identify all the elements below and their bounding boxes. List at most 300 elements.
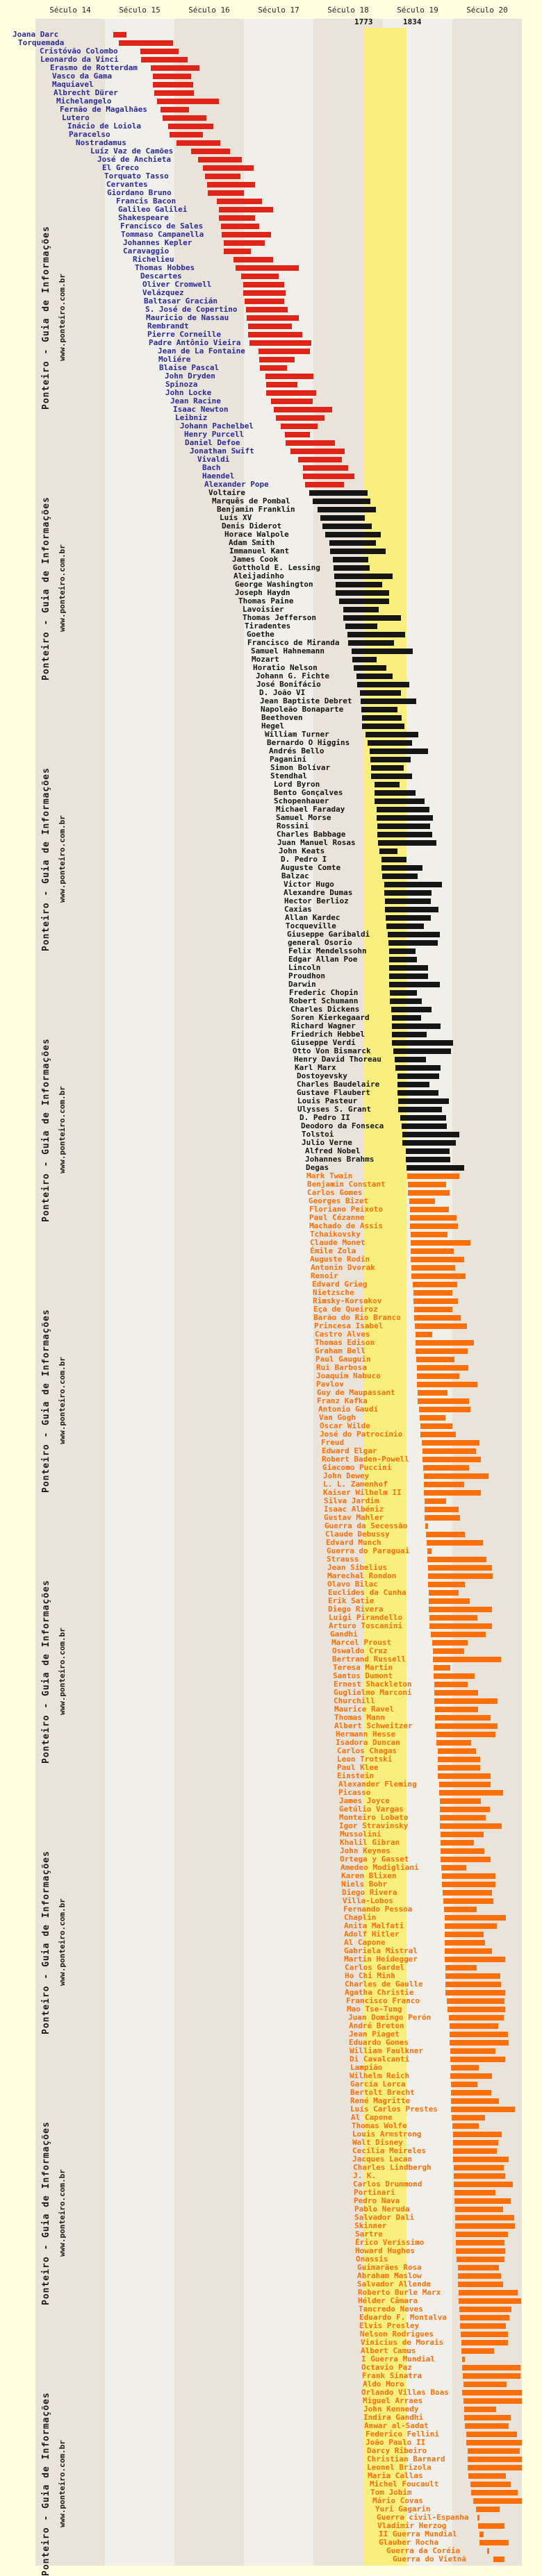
- lifespan-bar: [423, 1465, 469, 1471]
- lifespan-bar: [208, 190, 244, 196]
- lifespan-bar: [392, 1023, 441, 1029]
- lifespan-bar: [140, 49, 179, 54]
- person-name-label: Vivaldi: [197, 455, 230, 464]
- lifespan-bar: [243, 282, 284, 287]
- lifespan-bar: [248, 332, 302, 337]
- person-name-label: André Breton: [349, 2021, 404, 2030]
- lifespan-bar: [375, 782, 400, 787]
- lifespan-bar: [414, 1315, 461, 1321]
- person-name-label: Rossini: [277, 821, 309, 830]
- lifespan-bar: [439, 1782, 491, 1787]
- person-name-label: Mussolini: [340, 1830, 381, 1839]
- person-name-label: Thomas Edison: [315, 1338, 375, 1347]
- person-name-label: Balzac: [281, 871, 309, 880]
- person-name-label: Joaquim Nabuco: [316, 1371, 381, 1380]
- lifespan-bar: [445, 1932, 484, 1937]
- person-name-label: Onassis: [356, 2255, 388, 2264]
- person-name-label: Charles Lindbergh: [353, 2163, 432, 2172]
- lifespan-bar: [389, 948, 416, 954]
- lifespan-bar: [435, 1707, 478, 1712]
- lifespan-bar: [415, 1323, 467, 1329]
- lifespan-bar: [468, 2448, 520, 2454]
- lifespan-bar: [425, 1515, 460, 1521]
- person-name-label: Guerra do Vietnã: [393, 2554, 466, 2564]
- lifespan-bar: [424, 1490, 481, 1496]
- person-name-label: García Lorca: [350, 2080, 406, 2089]
- lifespan-bar: [433, 1657, 501, 1662]
- lifespan-bar: [361, 707, 397, 712]
- lifespan-bar: [441, 1857, 491, 1862]
- person-name-label: John Dewey: [323, 1471, 370, 1480]
- person-name-label: Charles de Gaulle: [345, 1980, 423, 1989]
- century-label: Século 18: [327, 6, 369, 15]
- person-name-label: Giuseppe Verdi: [291, 1038, 356, 1047]
- person-name-label: Leibniz: [175, 413, 208, 422]
- lifespan-bar: [464, 2415, 511, 2420]
- lifespan-bar: [400, 1115, 446, 1121]
- person-name-label: Anwar al-Sadat: [364, 2421, 429, 2430]
- person-name-label: Schopenhauer: [274, 796, 329, 805]
- person-name-label: Glauber Rocha: [379, 2538, 439, 2547]
- lifespan-bar: [343, 615, 401, 621]
- person-name-label: Getúlio Vargas: [339, 1805, 404, 1814]
- lifespan-bar: [453, 2132, 502, 2137]
- lifespan-bar: [362, 724, 404, 729]
- person-name-label: Monteiro Lobato: [339, 1813, 409, 1822]
- lifespan-bar: [451, 2098, 499, 2104]
- person-name-label: Victor Hugo: [284, 880, 334, 889]
- person-name-label: Martin Heidegger: [344, 1955, 418, 1964]
- person-name-label: Edvard Grieg: [312, 1280, 368, 1289]
- lifespan-bar: [389, 965, 428, 971]
- lifespan-bar: [451, 2082, 477, 2087]
- person-name-label: Nelson Rodrigues: [360, 2330, 434, 2339]
- lifespan-bar: [290, 449, 345, 454]
- lifespan-bar: [450, 2023, 498, 2029]
- lifespan-bar: [318, 507, 376, 512]
- person-name-label: Leonardo da Vinci: [40, 55, 119, 64]
- person-name-label: Allan Kardec: [285, 913, 340, 922]
- person-name-label: Paganini: [270, 755, 306, 764]
- person-name-label: Vladimir Herzog: [377, 2521, 447, 2530]
- lifespan-bar: [410, 1223, 458, 1229]
- lifespan-bar: [356, 674, 393, 679]
- lifespan-bar: [113, 32, 126, 37]
- person-name-label: Auguste Comte: [281, 863, 341, 872]
- lifespan-bar: [429, 1615, 477, 1621]
- person-name-label: Torquemada: [18, 38, 65, 47]
- person-name-label: Lord Byron: [274, 780, 320, 789]
- person-name-label: Goethe: [247, 630, 274, 639]
- lifespan-bar: [388, 932, 440, 937]
- lifespan-bar: [224, 249, 251, 254]
- lifespan-bar: [445, 1982, 501, 1987]
- lifespan-bar: [157, 99, 219, 104]
- lifespan-bar: [368, 740, 412, 746]
- lifespan-bar: [153, 74, 191, 79]
- lifespan-bar: [176, 140, 220, 146]
- lifespan-bar: [438, 1773, 491, 1779]
- person-name-label: Guerra do Paraguai: [327, 1546, 410, 1555]
- lifespan-bar: [454, 2173, 505, 2179]
- lifespan-bar: [435, 1715, 491, 1721]
- person-name-label: Ulysses S. Grant: [297, 1105, 371, 1114]
- person-name-label: Paul Cézanne: [309, 1213, 365, 1222]
- person-name-label: Paracelso: [69, 130, 110, 139]
- person-name-label: Paul Gauguin: [315, 1355, 371, 1364]
- person-name-label: Mauricio de Nassau: [146, 313, 229, 322]
- lifespan-bar: [336, 590, 389, 596]
- lifespan-bar: [386, 915, 431, 921]
- lifespan-bar: [366, 732, 418, 737]
- person-name-label: Guy de Maupassant: [317, 1388, 395, 1397]
- person-name-label: Darcy Ribeiro: [367, 2446, 427, 2455]
- lifespan-bar: [459, 2290, 518, 2295]
- person-name-label: Francisco de Miranda: [247, 638, 340, 647]
- lifespan-bar: [414, 1307, 452, 1312]
- lifespan-bar: [333, 557, 368, 562]
- lifespan-bar: [461, 2348, 494, 2354]
- lifespan-bar: [450, 2073, 492, 2079]
- person-name-label: D. Pedro I: [281, 855, 327, 864]
- person-name-label: Jonathan Swift: [190, 446, 254, 455]
- lifespan-bar: [445, 1915, 506, 1921]
- lifespan-bar: [445, 1957, 505, 1962]
- branding-block: [41, 2389, 90, 2576]
- lifespan-bar: [452, 2115, 485, 2121]
- person-name-label: Tocqueville: [286, 921, 336, 930]
- person-name-label: Bernardo O Higgins: [267, 738, 350, 747]
- lifespan-bar: [445, 1965, 477, 1971]
- lifespan-bar: [286, 440, 335, 446]
- person-name-label: Arturo Toscanini: [329, 1621, 402, 1630]
- lifespan-bar: [168, 124, 213, 129]
- person-name-label: Henry Purcell: [184, 430, 245, 439]
- lifespan-bar: [445, 1973, 500, 1979]
- person-name-label: Giacomo Puccini: [322, 1463, 392, 1472]
- lifespan-bar: [425, 1498, 446, 1504]
- lifespan-bar: [151, 65, 199, 71]
- branding-block: [41, 1305, 90, 1493]
- lifespan-bar: [411, 1265, 455, 1271]
- branding-block: [41, 1035, 90, 1222]
- lifespan-bar: [408, 1190, 450, 1196]
- person-name-label: Ernest Shackleton: [334, 1680, 412, 1689]
- person-name-label: Albert Schweitzer: [334, 1721, 413, 1730]
- lifespan-bar: [339, 599, 389, 604]
- lifespan-bar: [325, 532, 381, 537]
- lifespan-bar: [241, 274, 279, 279]
- branding-block: [41, 493, 90, 680]
- person-name-label: Karen Blixen: [341, 1871, 397, 1880]
- person-name-label: Rimsky-Korsakov: [313, 1296, 382, 1305]
- lifespan-bar: [450, 2048, 495, 2054]
- lifespan-bar: [420, 1432, 456, 1437]
- lifespan-bar: [375, 790, 416, 796]
- person-name-label: Friedrich Hebbel: [291, 1030, 365, 1039]
- branding-block: [41, 2118, 90, 2305]
- lifespan-bar: [322, 524, 372, 529]
- person-name-label: Bertolt Brecht: [350, 2088, 415, 2097]
- lifespan-bar: [203, 165, 254, 171]
- lifespan-bar: [424, 1482, 464, 1487]
- lifespan-bar: [385, 898, 431, 904]
- lifespan-bar: [343, 607, 379, 612]
- person-name-label: Guerra da Coréia: [386, 2546, 460, 2555]
- lifespan-bar: [434, 1682, 468, 1687]
- person-name-label: Julio Verne: [302, 1138, 352, 1147]
- person-name-label: Albrecht Dürer: [54, 88, 118, 97]
- lifespan-bar: [422, 1457, 481, 1462]
- person-name-label: Bento Gonçalves: [274, 788, 343, 797]
- branding-title: Ponteiro - Guia de Informações: [41, 767, 51, 951]
- lifespan-bar: [470, 2482, 511, 2487]
- lifespan-bar: [419, 1407, 470, 1412]
- person-name-label: Antonin Dvorak: [311, 1263, 375, 1272]
- lifespan-bar: [313, 499, 370, 504]
- person-name-label: Johannes Kepler: [123, 238, 192, 247]
- person-name-label: Ortega y Gasset: [340, 1855, 409, 1864]
- branding-url: www.ponteiro.com.br: [58, 1898, 67, 1986]
- lifespan-bar: [406, 1157, 450, 1162]
- person-name-label: Joana Darc: [13, 30, 59, 39]
- lifespan-bar: [411, 1240, 470, 1246]
- person-name-label: Guerra civil-Espanha: [377, 2513, 469, 2522]
- lifespan-bar: [429, 1590, 459, 1596]
- person-name-label: Moliére: [158, 355, 191, 364]
- lifespan-bar: [434, 1698, 498, 1704]
- person-name-label: Samuel Hahnemann: [251, 646, 325, 655]
- person-name-label: Salvador Dali: [354, 2213, 415, 2222]
- person-name-label: El Greco: [102, 163, 139, 172]
- lifespan-bar: [410, 1215, 457, 1221]
- lifespan-bar: [450, 2057, 505, 2062]
- lifespan-bar: [436, 1740, 471, 1746]
- lifespan-bar: [453, 2140, 498, 2146]
- person-name-label: Robert Schumann: [289, 996, 359, 1005]
- lifespan-bar: [348, 640, 394, 646]
- person-name-label: Napoleão Bonaparte: [261, 705, 344, 714]
- person-name-label: Guglielmo Marconi: [334, 1688, 412, 1697]
- lifespan-bar: [457, 2257, 504, 2262]
- lifespan-bar: [377, 823, 430, 829]
- person-name-label: S. José de Copertino: [145, 305, 238, 314]
- lifespan-bar: [285, 432, 310, 437]
- lifespan-bar: [455, 2223, 515, 2229]
- person-name-label: Charles Dickens: [290, 1005, 360, 1014]
- lifespan-bar: [451, 2090, 491, 2096]
- lifespan-bar: [384, 882, 442, 887]
- person-name-label: Eduardo F. Montalva: [359, 2313, 447, 2322]
- person-name-label: Immanuel Kant: [229, 546, 290, 555]
- person-name-label: Frederic Chopin: [289, 988, 359, 997]
- lifespan-bar: [453, 2148, 497, 2154]
- branding-title: Ponteiro - Guia de Informações: [41, 2392, 51, 2576]
- person-name-label: Marechal Rondon: [327, 1571, 397, 1580]
- person-name-label: Diego Rivera: [328, 1605, 384, 1614]
- lifespan-bar: [442, 1882, 495, 1887]
- lifespan-bar: [391, 1007, 432, 1012]
- lifespan-bar: [416, 1348, 468, 1354]
- lifespan-bar: [487, 2548, 489, 2554]
- lifespan-bar: [397, 1073, 439, 1079]
- person-name-label: Gustav Mahler: [324, 1513, 384, 1522]
- person-name-label: Pavlov: [316, 1380, 344, 1389]
- lifespan-bar: [379, 848, 397, 854]
- person-name-label: Silva Jardim: [324, 1496, 379, 1505]
- person-name-label: Khalil Gibran: [340, 1838, 400, 1847]
- person-name-label: Mário Covas: [372, 2496, 423, 2505]
- person-name-label: Oliver Cromwell: [142, 280, 212, 289]
- lifespan-bar: [417, 1382, 477, 1387]
- person-name-label: II Guerra Mundial: [379, 2529, 457, 2539]
- person-name-label: José do Patrocínio: [320, 1430, 403, 1439]
- person-name-label: Tiradentes: [245, 621, 291, 630]
- lifespan-bar: [378, 840, 436, 846]
- person-name-label: Rui Barbosa: [316, 1363, 367, 1372]
- lifespan-bar: [427, 1540, 483, 1546]
- lifespan-bar: [305, 482, 344, 487]
- person-name-label: Chaplin: [344, 1913, 377, 1922]
- branding-url: www.ponteiro.com.br: [58, 815, 67, 903]
- branding-block: [41, 222, 90, 410]
- branding-url: www.ponteiro.com.br: [58, 1357, 67, 1444]
- lifespan-bar: [390, 990, 417, 996]
- lifespan-bar: [458, 2265, 499, 2270]
- person-name-label: Inácio de Loiola: [67, 122, 141, 131]
- person-name-label: Lincoln: [288, 963, 321, 972]
- person-name-label: Einstein: [337, 1771, 374, 1780]
- lifespan-bar: [265, 374, 313, 379]
- person-name-label: John Dryden: [165, 371, 215, 380]
- person-name-label: Gandhi: [330, 1630, 358, 1639]
- person-name-label: Fernão de Magalhães: [60, 105, 147, 114]
- person-name-label: Edward Elgar: [322, 1446, 377, 1455]
- lifespan-bar: [462, 2365, 520, 2370]
- lifespan-bar: [370, 757, 411, 762]
- century-label: Século 15: [119, 6, 161, 15]
- lifespan-bar: [388, 940, 438, 946]
- lifespan-bar: [377, 832, 432, 837]
- lifespan-bar: [434, 1690, 478, 1696]
- lifespan-bar: [281, 424, 318, 429]
- lifespan-bar: [438, 1748, 476, 1754]
- person-name-label: Sartre: [355, 2230, 383, 2239]
- century-label: Século 16: [188, 6, 230, 15]
- lifespan-bar: [247, 315, 299, 321]
- person-name-label: José Bonifácio: [256, 680, 321, 689]
- lifespan-bar: [221, 224, 259, 229]
- person-name-label: Voltaire: [208, 488, 245, 497]
- person-name-label: Diego Rivera: [342, 1888, 397, 1897]
- person-name-label: Al Capone: [344, 1938, 386, 1947]
- person-name-label: Michael Faraday: [276, 805, 345, 814]
- person-name-label: Rembrandt: [147, 321, 189, 331]
- lifespan-bar: [266, 390, 316, 396]
- person-name-label: Igor Stravinsky: [339, 1821, 409, 1830]
- lifespan-bar: [266, 382, 297, 387]
- person-name-label: Indira Gandhi: [363, 2413, 424, 2422]
- lifespan-bar: [411, 1257, 464, 1262]
- lifespan-bar: [345, 624, 377, 629]
- person-name-label: Howard Hughes: [355, 2246, 416, 2255]
- lifespan-bar: [441, 1832, 484, 1837]
- person-name-label: Machado de Assis: [309, 1221, 383, 1230]
- person-name-label: Paul Klee: [337, 1763, 379, 1772]
- person-name-label: Pedro Nava: [354, 2196, 400, 2205]
- person-name-label: Portinari: [354, 2188, 395, 2197]
- person-name-label: Mozart: [252, 655, 279, 664]
- lifespan-bar: [334, 565, 370, 571]
- lifespan-bar: [170, 132, 203, 137]
- lifespan-bar: [398, 1098, 449, 1104]
- person-name-label: Aldo Moro: [363, 2380, 404, 2389]
- lifespan-bar: [455, 2207, 503, 2212]
- century-label: Século 19: [397, 6, 438, 15]
- lifespan-bar: [420, 1415, 445, 1421]
- lifespan-bar: [198, 157, 242, 162]
- lifespan-bar: [433, 1648, 464, 1654]
- person-name-label: Benjamin Constant: [307, 1180, 386, 1189]
- person-name-label: Joseph Haydn: [235, 588, 290, 597]
- lifespan-bar: [245, 299, 284, 304]
- person-name-label: Amedeo Modigliani: [340, 1863, 419, 1872]
- person-name-label: Villa-Lobos: [343, 1896, 393, 1905]
- lifespan-bar: [377, 807, 429, 812]
- century-column: [105, 19, 174, 2566]
- lifespan-bar: [402, 1132, 459, 1137]
- lifespan-bar: [236, 265, 299, 271]
- branding-url: www.ponteiro.com.br: [58, 2440, 67, 2527]
- lifespan-bar: [456, 2248, 505, 2254]
- person-name-label: Isaac Albéniz: [324, 1505, 384, 1514]
- person-name-label: William Turner: [265, 730, 329, 739]
- lifespan-bar: [207, 182, 255, 187]
- person-name-label: Gotthold E. Lessing: [233, 563, 320, 572]
- lifespan-bar: [386, 923, 424, 929]
- lifespan-bar: [259, 357, 295, 362]
- lifespan-bar: [450, 2040, 509, 2046]
- person-name-label: Daniel Defoe: [185, 438, 240, 447]
- person-name-label: Richard Wagner: [291, 1021, 356, 1030]
- person-name-label: Maria Callas: [368, 2471, 423, 2480]
- branding-url: www.ponteiro.com.br: [58, 2169, 67, 2257]
- lifespan-bar: [336, 582, 382, 587]
- lifespan-bar: [458, 2273, 501, 2279]
- lifespan-bar: [456, 2240, 504, 2245]
- lifespan-bar: [422, 1440, 479, 1446]
- lifespan-bar: [426, 1532, 465, 1537]
- person-name-label: Johann Pachelbel: [180, 421, 254, 430]
- lifespan-bar: [441, 1848, 484, 1854]
- lifespan-bar: [361, 699, 416, 704]
- lifespan-bar: [402, 1123, 447, 1129]
- person-name-label: Degas: [306, 1163, 329, 1172]
- lifespan-bar: [442, 1873, 495, 1879]
- lifespan-bar: [440, 1823, 502, 1829]
- person-name-label: Descartes: [140, 271, 182, 281]
- person-name-label: José de Anchieta: [97, 155, 171, 164]
- person-name-label: Leon Trotski: [337, 1755, 393, 1764]
- lifespan-bar: [371, 765, 404, 771]
- lifespan-bar: [441, 1840, 474, 1846]
- lifespan-bar: [402, 1140, 456, 1146]
- person-name-label: Maurice Ravel: [334, 1705, 395, 1714]
- person-name-label: Jean Racine: [170, 396, 221, 405]
- lifespan-bar: [428, 1573, 493, 1579]
- person-name-label: Nietzsche: [313, 1288, 354, 1297]
- lifespan-bar: [219, 215, 255, 221]
